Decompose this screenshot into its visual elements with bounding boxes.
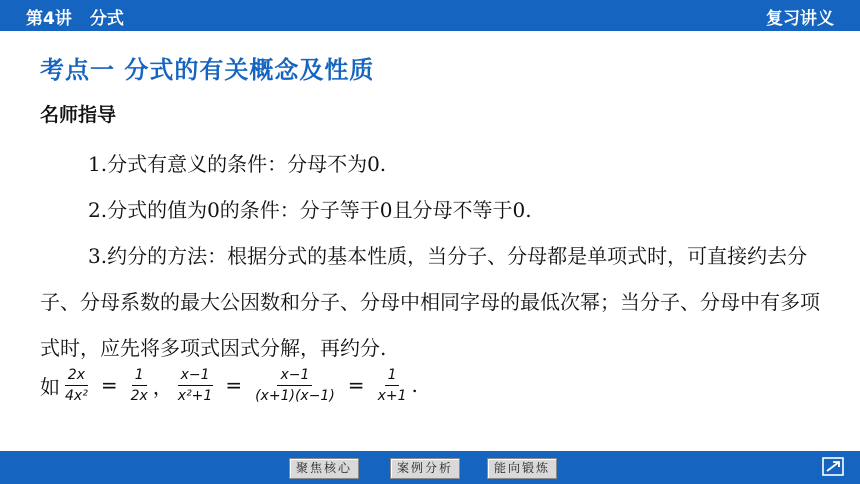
fraction-4-numerator: x−1 [277, 367, 312, 386]
fraction-3-numerator: x−1 [178, 367, 213, 386]
equals-1: = [100, 373, 118, 397]
example-formula [40, 360, 418, 410]
fraction-4 [252, 367, 338, 404]
fraction-4-denominator: (x+1)(x−1) [255, 387, 335, 404]
fraction-3 [175, 367, 216, 404]
fraction-5 [375, 367, 410, 404]
section-label: 复习讲义 [766, 9, 834, 29]
return-arrow-icon[interactable] [820, 455, 848, 479]
fraction-1-denominator: 4x² [65, 387, 88, 404]
case-analysis-button[interactable]: 案例分析 [390, 458, 460, 479]
fraction-5-denominator: x+1 [377, 387, 407, 404]
fraction-2 [128, 367, 151, 404]
practice-button[interactable]: 能向锻炼 [487, 458, 557, 479]
subheading: 名师指导 [40, 104, 117, 126]
page-title: 考点一 分式的有关概念及性质 [40, 56, 375, 84]
lecture-number: 第4讲 [26, 9, 72, 29]
example-end: . [411, 373, 418, 397]
fraction-3-denominator: x²+1 [177, 387, 213, 404]
separator: ， [152, 374, 173, 399]
focus-core-button[interactable]: 聚焦核心 [289, 458, 359, 479]
fraction-2-numerator: 1 [132, 367, 147, 386]
example-prefix: 如 [40, 374, 60, 399]
fraction-2-denominator: 2x [130, 387, 148, 404]
paragraph-1: 1.分式有意义的条件：分母不为0. [88, 152, 387, 176]
fraction-5-numerator: 1 [385, 367, 400, 386]
lecture-topic: 分式 [89, 9, 124, 29]
paragraph-3: 3.约分的方法：根据分式的基本性质，当分子、分母都是单项式时，可直接约去分子、分母系数的最大公因数和分子、分母中相同字母的最低次幂；当分子、分母中有多项式时，应先将多项式因式分解，再约分. [40, 244, 820, 360]
top-bar [0, 0, 860, 31]
equals-2: = [225, 373, 243, 397]
lecture-title [26, 4, 142, 29]
equals-3: = [347, 373, 365, 397]
fraction-1-numerator: 2x [65, 367, 88, 386]
fraction-1 [62, 367, 91, 404]
paragraph-2: 2.分式的值为0的条件：分子等于0且分母不等于0. [88, 198, 532, 222]
